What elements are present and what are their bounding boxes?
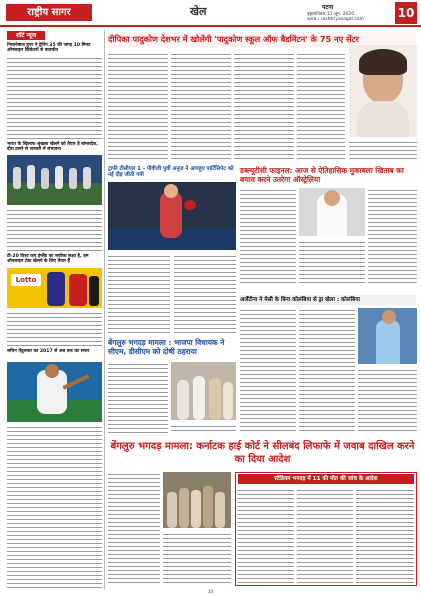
tt-headline: ट्राफी टीसीएल 1 - पीवीजी पुर्वी अनुज ने आपहुए पार्टिसिपेट को नई दौड़ जीती गयी bbox=[108, 166, 234, 179]
sidebar-text-3 bbox=[7, 311, 102, 347]
lead-col-1 bbox=[108, 472, 160, 586]
column-rule-left bbox=[104, 30, 105, 590]
messi-col-3 bbox=[358, 368, 417, 434]
lead-col-2 bbox=[163, 532, 231, 586]
bjp-col-1 bbox=[108, 362, 168, 434]
bjp-crowd-photo bbox=[171, 362, 236, 420]
stadium-crowd-photo bbox=[163, 472, 231, 528]
cricket-team-photo bbox=[7, 155, 102, 205]
sidebar-text-1 bbox=[7, 56, 102, 140]
top-story-col-4 bbox=[297, 52, 345, 162]
top-story-headline: दीपिका पादुकोण देशभर में खोलेंगी 'पादुकोण स्कूल ऑफ बैडमिंटन' के 75 नए सेंटर bbox=[108, 31, 416, 47]
sidebar-headline-2: भारत के खिलाफ श्रृंखला खेलने को तैयार है बांग्लादेश, दौरा टलने से जनवरी में संभावना bbox=[7, 142, 98, 153]
lead-headline: बेंगलुरु भगदड़ मामला: कर्नाटक हाई कोर्ट ने सीलबंद लिफाफे में जवाब दाखिल करने का दिया आदेश bbox=[110, 441, 415, 465]
masthead bbox=[0, 0, 421, 26]
lotto-ad-photo bbox=[7, 268, 102, 308]
wtc-col-1 bbox=[240, 188, 296, 286]
messi-col-1 bbox=[240, 308, 296, 434]
sub-col-2 bbox=[297, 488, 353, 584]
top-story-col-3 bbox=[234, 52, 294, 162]
sub-headline: स्टेडियम भगदड़ में 11 की मौत की जांच के आदेश bbox=[238, 474, 414, 484]
edition-city: पटना bbox=[322, 4, 334, 11]
sidebar-headline-4: सचिन तेंदुलकर का 2017 से अब तक का सफर bbox=[7, 349, 90, 354]
deepika-photo bbox=[349, 45, 417, 137]
wtc-player-photo bbox=[299, 188, 365, 236]
tendulkar-photo bbox=[7, 362, 102, 422]
bjp-col-2 bbox=[171, 424, 236, 434]
wtc-col-3 bbox=[368, 188, 417, 286]
sidebar-text-2 bbox=[7, 208, 102, 252]
messi-col-2 bbox=[299, 308, 355, 434]
page-number: 10 bbox=[395, 2, 417, 24]
website-url: web.: rashtriyasagar.com bbox=[307, 17, 364, 22]
sidebar-text-4 bbox=[7, 425, 102, 590]
messi-headline: अर्जेंटीना ने मेसी के बिना कोलंबिया से ड्रा खेला : कोलंबिया bbox=[240, 295, 416, 305]
sidebar-label: शॉर्ट न्यूज bbox=[7, 31, 45, 40]
wtc-headline: डब्ल्यूटीसी फाइनल: आज से ऐतिहासिक मुकाबला खिताब का बचाव करने उतरेगा ऑस्ट्रेलिया bbox=[240, 166, 404, 185]
sidebar-headline-1: निशानेबाज हुनर ने ट्रेनिंग 35 की जगह 10 मिनट ऑनलाइन क्रिकेटरों से बातचीत bbox=[7, 43, 91, 54]
footer-page-number: 10 bbox=[207, 589, 214, 594]
edition-date: बृहस्पतिवार 11 जून, 2020 bbox=[307, 12, 355, 17]
brand-logo: राष्ट्रीय सागर bbox=[6, 4, 92, 21]
tt-player-photo bbox=[108, 182, 236, 250]
lotto-logo: Lotto bbox=[11, 274, 41, 286]
tt-col-2 bbox=[174, 254, 236, 336]
wtc-col-2 bbox=[299, 240, 365, 286]
tt-col-1 bbox=[108, 254, 170, 336]
messi-photo bbox=[358, 308, 417, 364]
sub-col-1 bbox=[238, 488, 294, 584]
top-story-col-5 bbox=[349, 140, 417, 162]
top-story-col-2 bbox=[171, 52, 231, 162]
bjp-headline: बेंगलुरु भगदड़ मामला : भाजपा विधायक ने सीएम, डीसीएम को दोषी ठहराया bbox=[108, 338, 225, 357]
masthead-rule bbox=[0, 25, 421, 27]
sub-col-3 bbox=[356, 488, 414, 584]
section-title: खेल bbox=[190, 5, 207, 18]
sidebar-headline-3: टी-20 विश्व कप इंग्लैंड का सर्वोच्च लक्ष्य है, हम ऑनलाइन टेस्ट खेलने के लिए तैयार हैं bbox=[7, 254, 89, 265]
top-story-col-1 bbox=[108, 52, 168, 162]
